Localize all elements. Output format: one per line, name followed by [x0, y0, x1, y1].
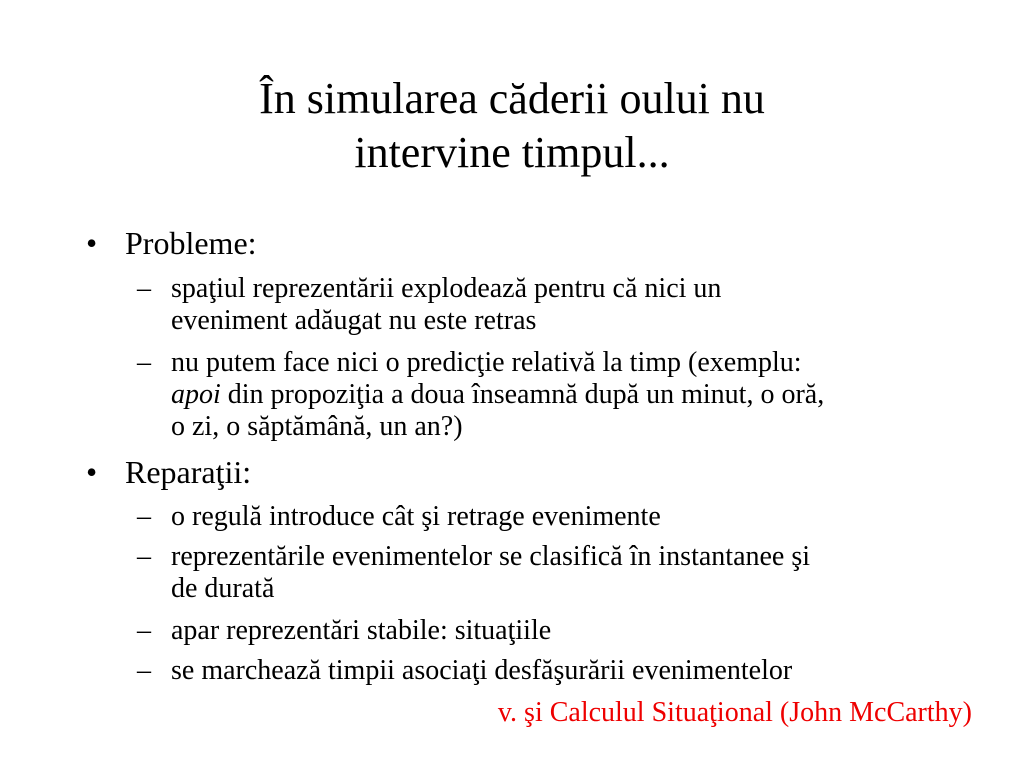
- sub-item-text: [171, 346, 824, 444]
- slide-title-line-1: În simularea căderii oului nu: [259, 74, 765, 123]
- reference-note: v. şi Calculul Situaţional (John McCarthy): [497, 697, 972, 728]
- sub-item-line: [171, 378, 824, 412]
- sub-item-line: de durată: [171, 573, 275, 604]
- sub-item-line-rest: din propoziţia a doua înseamnă după un minut, o oră,: [220, 379, 825, 410]
- italic-word: apoi: [171, 379, 221, 410]
- sub-item-line: apar reprezentări stabile: situaţiile: [171, 615, 552, 646]
- sub-item-line: o regulă introduce cât şi retrage evenimente: [171, 501, 661, 532]
- sub-item-line: se marchează timpii asociaţi desfăşurării evenimentelor: [171, 655, 793, 686]
- dash-icon: –: [137, 541, 151, 572]
- dash-icon: –: [137, 655, 151, 686]
- sub-item-text: [171, 614, 551, 648]
- sub-item-line: eveniment adăugat nu este retras: [171, 305, 537, 336]
- sub-item-line: reprezentările evenimentelor se clasifică în instantanee şi: [171, 541, 811, 572]
- dash-icon: –: [137, 501, 151, 532]
- slide-title-line-2: intervine timpul...: [354, 128, 670, 177]
- sub-item-line: o zi, o săptămână, un an?): [171, 411, 463, 442]
- sub-item-text: [171, 654, 792, 688]
- dash-icon: –: [137, 615, 151, 646]
- section-heading-probleme: Probleme:: [125, 225, 257, 261]
- dash-icon: –: [137, 347, 151, 378]
- sub-item-text: [171, 540, 810, 606]
- sub-item-text: [171, 500, 661, 534]
- dash-icon: –: [137, 273, 151, 304]
- bullet-icon: •: [86, 225, 98, 261]
- sub-item-line: nu putem face nici o predicţie relativă la timp (exemplu:: [171, 347, 802, 378]
- section-heading-reparatii: Reparaţii:: [125, 454, 252, 490]
- sub-item-line: spaţiul reprezentării explodează pentru că nici un: [171, 273, 722, 304]
- bullet-icon: •: [86, 454, 98, 490]
- sub-item-text: [171, 272, 721, 338]
